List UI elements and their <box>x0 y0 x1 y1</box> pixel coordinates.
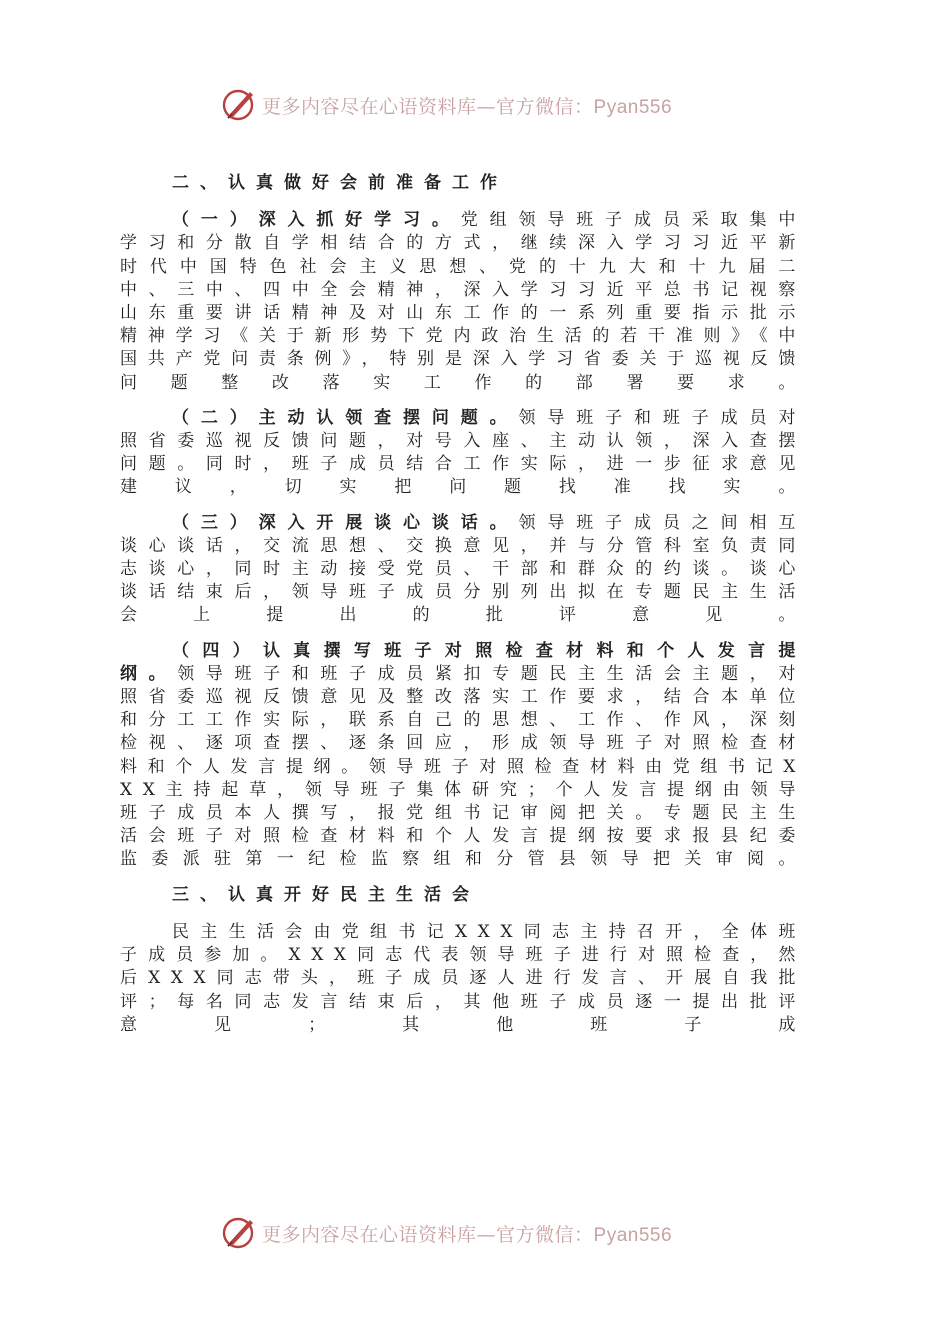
watermark-text: 更多内容尽在心语资料库—官方微信：Pyan556 <box>262 96 673 118</box>
watermark-text: 更多内容尽在心语资料库—官方微信：Pyan556 <box>262 1224 673 1246</box>
pen-logo-icon <box>220 1212 260 1252</box>
watermark-header <box>0 80 950 130</box>
section-heading: 三、认真开好民主生活会 <box>172 884 480 905</box>
paragraph-meeting: 民主生活会由党组书记XXX同志主持召开，全体班子成员参加。XXX同志代表领导班子进行对照检查，然后XXX同志带头，班子成员逐人进行发言、开展自我批评；每名同志发言结束后，其他班子成员逐一提出批评意见；其他班子成 <box>120 921 806 1035</box>
paragraph-issues: （二）主动认领查摆问题。领导班子和班子成员对照省委巡视反馈问题，对号入座、主动认领，深入查摆问题。同时，班子成员结合工作实际，进一步征求意见建议，切实把问题找准找实。 <box>120 407 806 498</box>
watermark-footer <box>0 1208 950 1258</box>
paragraph-materials: （四）认真撰写班子对照检查材料和个人发言提纲。领导班子和班子成员紧扣专题民主生活会主题，对照省委巡视反馈意见及整改落实工作要求，结合本单位和分工工作实际，联系自己的思想、工作、作风，深刻检视、逐项查摆、逐条回应，形成领导班子对照检查材料和个人发言提纲。领导班子对照检查材料由党组书记XXX主持起草，领导班子集体研究；个人发言提纲由领导班子成员本人撰写，报党组书记审阅把关。专题民主生活会班子对照检查材料和个人发言提纲按要求报县纪委监委派驻第一纪检监察组和分管县领导把关审阅。 <box>120 640 807 870</box>
section-heading: 二、认真做好会前准备工作 <box>172 173 508 193</box>
pen-logo-icon <box>220 84 260 124</box>
document-body <box>120 168 806 1037</box>
paragraph-talks: （三）深入开展谈心谈话。领导班子成员之间相互谈心谈话，交流思想、交换意见，并与分管科室负责同志谈心，同时主动接受党员、干部和群众的约谈。谈心谈话结束后，领导班子成员分别列出拟在专题民主生活会上提出的批评意见。 <box>120 512 806 626</box>
paragraph-study: （一）深入抓好学习。党组领导班子成员采取集中学习和分散自学相结合的方式，继续深入学习习近平新时代中国特色社会主义思想、党的十九大和十九届二中、三中、四中全会精神，深入学习习近平总书记视察山东重要讲话精神及对山东工作的一系列重要指示批示精神学习《关于新形势下党内政治生活的若干准则》《中国共产党问责条例》，特别是深入学习省委关于巡视反馈问题整改落实工作的部署要求。 <box>120 210 807 393</box>
